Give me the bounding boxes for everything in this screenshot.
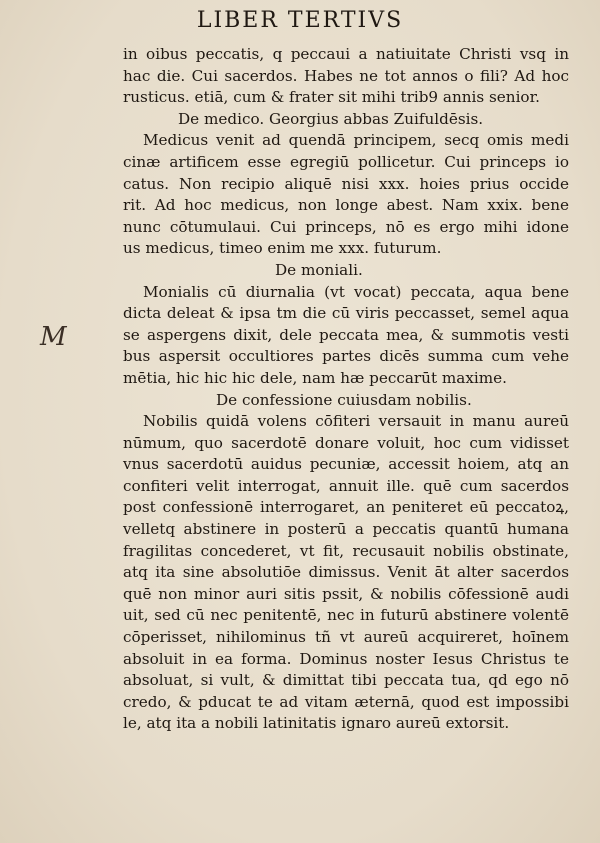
running-header: LIBER TERTIVS bbox=[196, 8, 404, 33]
text-line: Monialis cū diurnalia (vt vocat) peccata, aqua bene bbox=[143, 282, 569, 301]
text-line: post confessionē interrogaret, an peniteret eū peccatoꝝ, bbox=[123, 498, 569, 517]
section-heading: De confessione cuiusdam nobilis. bbox=[216, 390, 472, 409]
text-line: absoluit in ea forma. Dominus noster Iesus Christus te bbox=[123, 649, 569, 668]
section-heading: De medico. Georgius abbas Zuifuldēsis. bbox=[178, 109, 484, 128]
text-line: bus aspersit occultiores partes dicēs summa cum vehe bbox=[123, 347, 569, 366]
margin-annotation: M bbox=[40, 322, 67, 352]
text-line: le, atq ita a nobili latinitatis ignaro aureū extorsit. bbox=[123, 714, 510, 733]
section-heading: De moniali. bbox=[275, 260, 363, 279]
text-line: vnus sacerdotū auidus pecuniæ, accessit hoiem, atq an bbox=[123, 455, 569, 474]
text-line: uit, sed cū nec penitentē, nec in futurū abstinere volentē bbox=[123, 606, 569, 625]
text-line: Nobilis quidā volens cōfiteri versauit in manu aureū bbox=[143, 412, 569, 431]
text-line: catus. Non recipio aliquē nisi xxx. hoies prius occide bbox=[123, 174, 569, 193]
text-line: cōperisset, nihilominus tñ vt aureū acquireret, hoīnem bbox=[123, 628, 569, 647]
text-line: dicta deleat & ipsa tm die cū viris peccasset, semel aqua bbox=[123, 304, 569, 323]
text-line: se aspergens dixit, dele peccata mea, & summotis vesti bbox=[123, 325, 569, 344]
text-line: Medicus venit ad quendā principem, secq omis medi bbox=[143, 131, 569, 150]
text-line: rusticus. etiā, cum & frater sit mihi trib9 annis senior. bbox=[123, 88, 540, 107]
text-line: mētia, hic hic hic dele, nam hæ peccarūt maxime. bbox=[123, 368, 507, 387]
text-line: in oibus peccatis, q peccaui a natiuitate Christi vsq in bbox=[123, 45, 569, 63]
text-line: fragilitas concederet, vt fit, recusauit nobilis obstinate, bbox=[123, 541, 569, 560]
text-line: credo, & pducat te ad vitam æternā, quod est impossibi bbox=[123, 692, 569, 711]
text-line: confiteri velit interrogat, annuit ille. quē cum sacerdos bbox=[123, 476, 569, 495]
text-line: quē non minor auri sitis pssit, & nobilis cōfessionē audi bbox=[123, 584, 569, 603]
text-line: rit. Ad hoc medicus, non longe abest. Nam xxix. bene bbox=[123, 196, 569, 215]
text-line: velletq abstinere in posterū a peccatis quantū humana bbox=[123, 520, 569, 539]
text-line: absoluat, si vult, & dimittat tibi peccata tua, qd ego nō bbox=[123, 671, 569, 690]
text-line: cinæ artificem esse egregiū pollicetur. Cui princeps io bbox=[123, 152, 569, 171]
text-line: nūmum, quo sacerdotē donare voluit, hoc cum vidisset bbox=[123, 433, 569, 452]
text-block bbox=[123, 44, 569, 735]
text-line: us medicus, timeo enim me xxx. futurum. bbox=[123, 239, 442, 258]
text-line: atq ita sine absolutiōe dimissus. Venit āt alter sacerdos bbox=[123, 563, 569, 582]
text-line: nunc cōtumulaui. Cui princeps, nō es ergo mihi idone bbox=[123, 217, 569, 236]
text-line: hac die. Cui sacerdos. Habes ne tot annos o fili? Ad hoc bbox=[123, 66, 569, 85]
